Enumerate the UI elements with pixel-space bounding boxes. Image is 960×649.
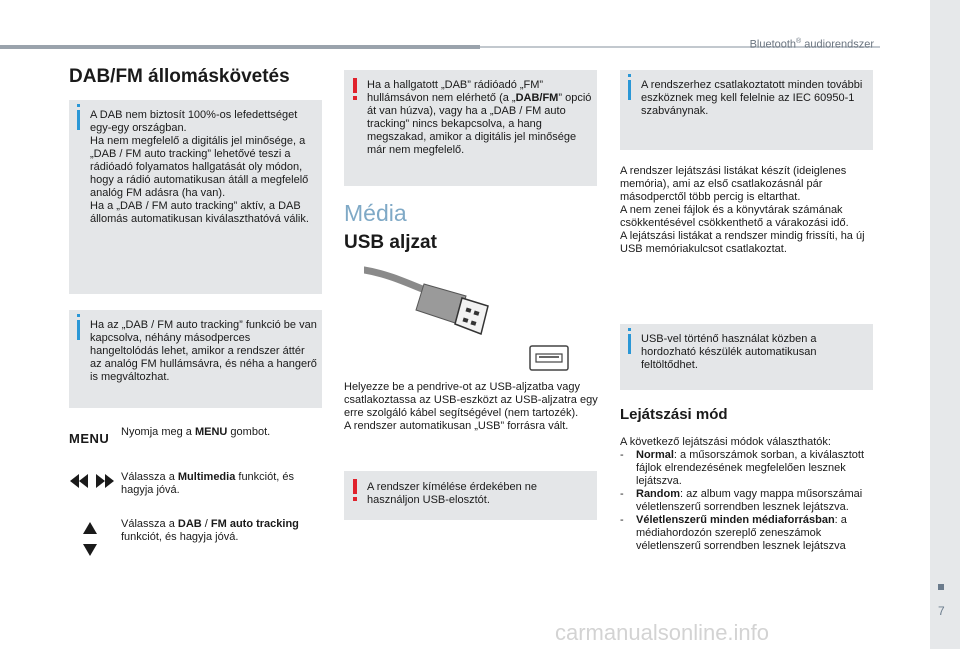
info-icon	[77, 320, 80, 340]
up-down-arrows-icon	[83, 522, 97, 556]
info-box-charging	[620, 324, 873, 390]
info-text-dab: A DAB nem biztosít 100%-os lefedettséget egy-egy országban. Ha nem megfelelő a digitális jel minősége, a „DAB / FM auto tracking” lehetővé teszi a rádióadó folyamatos hallgatását oly módon, hogy a rádió automatikusan átáll a megfelelő analóg FM adásra (ha van). Ha a „DAB / FM auto tracking” aktív, a DAB állomás automatikusan kiválaszthatóvá válik.	[90, 109, 309, 225]
left-right-arrows-icon	[70, 474, 114, 488]
page-sidebar	[930, 0, 960, 649]
info-text-charging: USB-vel történő használat közben a hordozható készülék automatikusan feltöltődhet.	[641, 333, 817, 371]
warning-icon	[350, 479, 360, 503]
page-title: DAB/FM állomáskövetés	[69, 66, 290, 87]
info-text-iec: A rendszerhez csatlakoztatott minden további eszköznek meg kell felelnie az IEC 60950-1 szabványnak.	[641, 79, 863, 117]
list-item: - Normal: a műsorszámok sorban, a kiválasztott fájlok elrendezésének megfelelően lesznek lejátszva.	[620, 449, 876, 488]
info-icon	[77, 110, 80, 130]
info-text-shift: Ha az „DAB / FM auto tracking” funkció be van kapcsolva, néhány másodperces hangeltolódás lehet, amikor a rendszer áttér az analóg FM hullámsávra, és néha a hangerő is megváltozhat.	[90, 319, 317, 383]
playback-mode-heading: Lejátszási mód	[620, 406, 728, 423]
menu-button-icon: MENU	[69, 431, 110, 446]
step-select-multimedia: Válassza a Multimedia funkciót, és hagyja jóvá.	[121, 471, 295, 496]
playlist-text: A rendszer lejátszási listákat készít (ideiglenes memória), ami az első csatlakozásnál pár másodperctől több percig is eltarthat. A nem zenei fájlok és a könyvtárak számának csökkentésével csökkenthető a várakozási idő. A lejátszási listákat a rendszer mindig frissíti, ha új USB memóriakulcsot csatlakoztat.	[620, 165, 865, 255]
usb-heading: USB aljzat	[344, 232, 437, 253]
info-box-dab	[69, 100, 322, 294]
info-icon	[628, 80, 631, 100]
info-box-iec	[620, 70, 873, 150]
page-marker	[938, 584, 944, 590]
watermark: carmanualsonline.info	[555, 620, 770, 645]
info-icon	[628, 334, 631, 354]
usb-instructions: Helyezze be a pendrive-ot az USB-aljzatba vagy csatlakoztassa az USB-eszközt az USB-aljzatra egy erre szolgáló kábel segítségével (nem tartozék). A rendszer automatikusan „USB” forrásra vált.	[344, 381, 598, 432]
warning-icon	[350, 78, 360, 102]
warning-text-usb-hub: A rendszer kímélése érdekében ne használjon USB-elosztót.	[367, 481, 537, 506]
warning-text-dab-fm: Ha a hallgatott „DAB” rádióadó „FM” hullámsávon nem elérhető (a „DAB/FM” opció át van húzva), vagy ha a „DAB / FM auto tracking” nincs bekapcsolva, a hang megszakad, amikor a digitális jel minősége már nem megfelelő.	[367, 79, 592, 156]
list-item: - Véletlenszerű minden médiaforrásban: a médiahordozón szereplő zeneszámok véletlenszerű sorrendben lesznek lejátszva	[620, 514, 876, 553]
playback-mode-intro: A következő lejátszási módok választhatók:	[620, 436, 831, 448]
warning-box-usb-hub	[344, 471, 597, 520]
step-press-menu: Nyomja meg a MENU gombot.	[121, 426, 271, 438]
media-heading: Média	[344, 200, 407, 226]
section-header: Bluetooth® audiorendszer	[749, 38, 874, 51]
usb-plug-illustration	[364, 262, 574, 374]
warning-box-dab-fm	[344, 70, 597, 186]
info-box-shift	[69, 310, 322, 408]
playback-mode-list	[620, 449, 876, 553]
page-number: 7	[938, 604, 945, 618]
list-item: - Random: az album vagy mappa műsorszámai véletlenszerű sorrendben lesznek lejátszva.	[620, 488, 876, 514]
header-rule	[0, 45, 480, 49]
step-select-dab-fm: Válassza a DAB / FM auto tracking funkciót, és hagyja jóvá.	[121, 518, 299, 543]
